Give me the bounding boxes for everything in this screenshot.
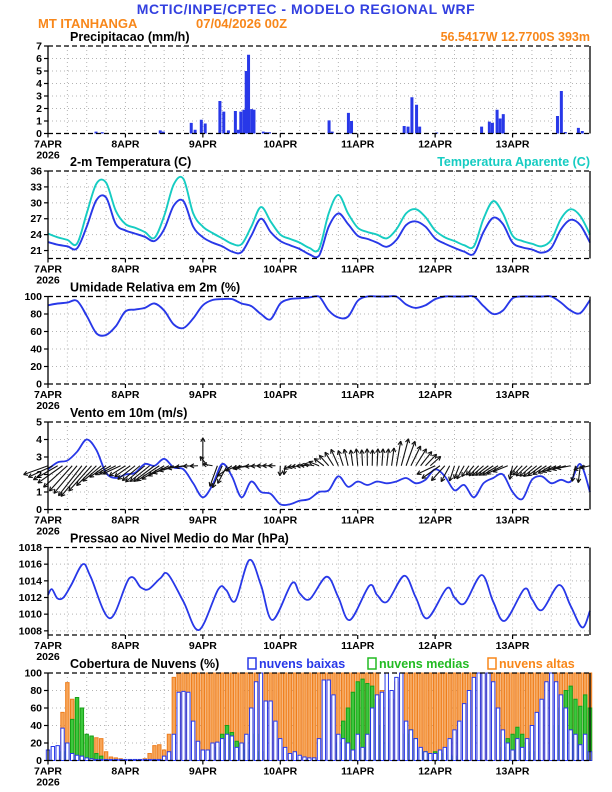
cloud-bar [221,739,224,761]
x-tick-label: 12APR [418,138,453,151]
x-year-label: 2026 [36,525,60,538]
x-tick-label: 10APR [263,263,298,276]
cloud-bar [85,758,88,761]
cloud-bar [433,754,436,761]
x-tick-label: 13APR [495,138,530,151]
cloud-bar [216,742,219,760]
precip-bar [328,120,331,133]
cloud-bar [579,745,582,761]
precip-bar [347,113,350,134]
cloud-bar [443,747,446,760]
cloud-bar [530,726,533,761]
cloud-bar [191,721,194,760]
cloud-bar [177,692,180,760]
cloud-bar [380,692,383,760]
cloud-bar [250,708,253,761]
y-tick-label: 80 [30,685,42,697]
cloud-bar [419,747,422,760]
x-tick-label: 11APR [341,765,375,778]
cloud-bar [90,736,93,761]
cloud-bar [298,673,301,761]
cloud-bar [158,745,161,761]
cloud-bar [293,673,296,761]
cloud-bar [61,728,64,760]
y-tick-label: 7 [36,40,42,53]
y-tick-label: 2 [36,103,42,115]
cloud-bar [187,692,190,760]
cloud-bar [80,756,83,760]
cloud-bar [167,752,170,761]
x-tick-label: 12APR [418,640,453,652]
y-tick-label: 1008 [18,625,42,638]
x-tick-label: 9APR [188,640,217,652]
x-tick-label: 8APR [111,640,140,652]
precip-bar [480,127,483,134]
y-tick-label: 0 [36,128,42,140]
y-tick-label: 20 [30,737,42,750]
cloud-bar [395,677,398,760]
model-run-datetime: 07/04/2026 00Z [196,16,288,31]
cloud-bar [51,747,54,761]
precip-bar [350,121,353,134]
cloud-bar [453,730,456,761]
x-tick-label: 12APR [418,514,453,527]
panel-humidity [24,281,590,413]
panel-title-right: 56.5417W 12.7700S 393m [440,30,590,44]
wind-arrow [406,441,415,465]
cloud-bar [322,680,325,761]
y-tick-label: 6 [36,53,42,65]
cloud-bar [511,750,514,761]
cloud-bar [264,701,267,761]
cloud-bar [341,739,344,761]
panel-title-right: Temperatura Aparente (C) [437,155,590,169]
x-tick-label: 10APR [263,138,298,151]
cloud-bar [346,743,349,761]
panel-title: Cobertura de Nuvens (%) [70,657,220,671]
cloud-bar [366,734,369,760]
cloud-bar [487,673,490,761]
precip-bar [239,112,242,134]
cloud-bar [375,695,378,761]
precip-bar [415,105,418,134]
cloud-bar [433,673,436,761]
x-tick-label: 9APR [188,765,217,778]
precip-bar [234,111,237,134]
x-year-label: 2026 [36,651,60,663]
panel-temperature [30,155,590,287]
y-tick-label: 2 [36,469,42,481]
y-tick-label: 27 [30,213,42,226]
cloud-bar [429,673,432,761]
x-tick-label: 11APR [341,263,375,276]
cloud-bar [75,755,78,760]
wind-arrow [421,452,432,466]
cloud-bar [521,747,524,760]
cloud-bar [201,750,204,761]
x-year-label: 2026 [36,149,60,162]
y-tick-label: 100 [24,291,42,303]
x-tick-label: 9APR [188,263,217,276]
precip-bar [407,127,410,134]
panel-title: Vento em 10m (m/s) [70,406,188,420]
cloud-bar [56,746,59,761]
y-tick-label: 60 [30,702,42,715]
y-tick-label: 3 [36,90,42,103]
y-tick-label: 4 [36,434,42,446]
cloud-bar [501,730,504,761]
cloud-bar [472,677,475,760]
cloud-bar [535,712,538,760]
x-tick-label: 7APR [33,263,63,276]
x-tick-label: 11APR [341,640,375,652]
y-tick-label: 4 [36,78,42,90]
precip-bar [247,55,250,134]
series-line [48,296,590,336]
cloud-bar [259,673,262,761]
x-tick-label: 13APR [495,765,530,778]
cloud-bar [327,680,330,761]
precip-bar [218,101,221,134]
cloud-bar [583,734,586,760]
cloud-bar [283,747,286,760]
x-tick-label: 12APR [418,263,453,276]
cloud-bar [196,741,199,760]
cloud-bar [308,673,311,761]
y-tick-label: 21 [30,245,42,258]
y-tick-label: 0 [36,504,42,516]
cloud-bar [569,730,572,761]
cloud-bar [574,734,577,760]
cloud-bar [390,691,393,761]
cloud-bar [312,673,315,761]
cloud-bar [288,754,291,761]
panel-wind [24,406,590,538]
precip-bar [502,114,505,133]
cloud-bar [496,708,499,761]
y-tick-label: 1 [36,486,42,499]
cloud-bar [206,750,209,761]
wind-speed-line [48,439,590,505]
precip-bar [488,122,491,134]
y-tick-label: 1016 [18,558,42,571]
cloud-bar [414,739,417,761]
cloud-bar [298,755,301,760]
cloud-bar [235,747,238,760]
panel-precipitation [34,30,590,162]
precip-bar [101,132,104,133]
x-tick-label: 11APR [341,138,375,151]
legend-swatch [368,658,376,669]
x-tick-label: 11APR [341,514,375,527]
cloud-bar [245,734,248,760]
y-tick-label: 1012 [18,592,42,604]
precip-bar [190,123,193,134]
y-tick-label: 24 [30,229,42,242]
cloud-bar [351,750,354,761]
cloud-bar [424,673,427,761]
cloud-bar [162,756,165,760]
x-tick-label: 13APR [495,640,530,652]
cloud-bar [400,673,403,761]
x-tick-label: 8APR [111,138,140,151]
x-tick-label: 13APR [495,263,530,276]
cloud-bar [332,695,335,761]
wind-arrow [319,455,328,465]
y-tick-label: 36 [30,165,42,178]
y-tick-label: 80 [30,308,42,321]
y-tick-label: 100 [24,667,42,680]
cloud-bar [564,708,567,761]
cloud-bar [153,746,156,761]
cloud-bar [429,754,432,761]
cloud-bar [182,691,185,760]
x-tick-label: 10APR [263,640,298,652]
x-tick-label: 10APR [263,514,298,527]
panel-title: Umidade Relativa em 2m (%) [70,280,241,295]
precip-bar [491,123,494,134]
y-tick-label: 40 [30,343,42,356]
x-year-label: 2026 [36,400,60,412]
x-tick-label: 12APR [418,765,453,778]
wind-arrow [362,450,363,466]
x-tick-label: 9APR [188,138,217,151]
x-tick-label: 7APR [33,138,63,151]
cloud-bar [424,752,427,761]
cloud-bar [240,743,243,761]
precip-bar [410,97,413,133]
y-tick-label: 20 [30,361,42,373]
cloud-bar [545,682,548,761]
cloud-bar [293,752,296,761]
cloud-bar [361,747,364,760]
y-tick-label: 40 [30,720,42,732]
panel-title: 2-m Temperatura (C) [70,155,192,169]
cloud-bar [303,673,306,761]
station-name: MT ITANHANGA [38,16,138,31]
y-tick-label: 5 [36,416,42,429]
cloud-bar [438,673,441,761]
x-tick-label: 7APR [33,765,63,778]
y-tick-label: 60 [30,326,42,338]
precip-bar [418,127,421,134]
precip-bar [581,131,584,134]
cloud-bar [540,699,543,760]
cloud-bar [385,673,388,761]
legend-label: nuvens baixas [259,657,346,671]
x-tick-label: 13APR [495,389,530,401]
y-tick-label: 1 [36,115,42,128]
precip-bar [560,91,563,134]
precip-bar [252,110,255,134]
cloud-bar [225,734,228,760]
precip-bar [499,119,502,134]
cloud-bar [317,739,320,761]
y-tick-label: 3 [36,451,42,464]
x-tick-label: 10APR [263,765,298,778]
x-tick-label: 8APR [111,765,140,778]
cloud-bar [201,673,204,761]
x-tick-label: 10APR [263,389,298,401]
panel-clouds [24,657,591,789]
x-tick-label: 7APR [33,640,63,652]
precip-bar [200,120,203,134]
cloud-bar [230,736,233,761]
cloud-bar [458,721,461,760]
x-tick-label: 7APR [33,514,63,527]
x-tick-label: 11APR [341,389,375,401]
panel-title: Pressao ao Nivel Medio do Mar (hPa) [70,531,289,546]
precip-bar [496,110,499,134]
cloud-bar [467,691,470,761]
series-line [48,177,590,252]
cloud-bar [85,734,88,760]
y-tick-label: 33 [30,181,42,194]
cloud-bar [409,730,412,761]
y-tick-label: 30 [30,197,42,210]
precip-bar [403,126,406,134]
precip-bar [556,116,559,134]
x-tick-label: 8APR [111,263,140,276]
wind-arrow [377,449,378,466]
cloud-bar [356,734,359,760]
y-tick-label: 1010 [18,608,42,621]
x-tick-label: 12APR [418,389,453,401]
cloud-bar [482,673,485,761]
legend-label: nuvens medias [379,657,470,671]
x-tick-label: 13APR [495,514,530,527]
cloud-bar [404,721,407,760]
cloud-bar [462,704,465,761]
cloud-bar [477,673,480,761]
y-tick-label: 0 [36,378,42,391]
legend-swatch [248,658,256,669]
cloud-bar [438,750,441,761]
y-tick-label: 1018 [18,542,42,554]
panel-title: Precipitacao (mm/h) [70,30,190,44]
cloud-bar [492,682,495,761]
legend-swatch [488,658,496,669]
x-year-label: 2026 [36,776,60,789]
y-tick-label: 5 [36,65,42,78]
x-year-label: 2026 [36,274,60,287]
cloud-bar [516,739,519,761]
cloud-bar [371,708,374,761]
cloud-bar [448,739,451,761]
y-tick-label: 1014 [18,575,42,588]
x-tick-label: 8APR [111,514,140,527]
cloud-bar [337,734,340,760]
cloud-bar [269,701,272,761]
x-tick-label: 9APR [188,389,217,401]
cloud-bar [550,673,553,761]
cloud-bar [172,734,175,760]
page-title: MCTIC/INPE/CPTEC - MODELO REGIONAL WRF [136,1,476,17]
cloud-bar [66,743,69,761]
cloud-bar [80,708,83,761]
cloud-bar [75,698,78,761]
cloud-bar [70,754,73,761]
cloud-bar [554,682,557,761]
precip-bar [222,112,225,134]
cloud-bar [506,743,509,761]
cloud-bar [211,743,214,761]
cloud-bar [274,721,277,760]
x-tick-label: 8APR [111,389,140,401]
wind-arrow [396,441,400,466]
cloud-bar [525,739,528,761]
cloud-bar [206,673,209,761]
precip-bar [577,128,580,134]
x-tick-label: 7APR [33,389,63,401]
panel-pressure [19,532,590,664]
y-tick-label: 0 [36,755,42,767]
legend-label: nuvens altas [499,657,575,671]
cloud-bar [279,739,282,761]
cloud-bar [254,682,257,761]
precip-bar [204,124,207,134]
x-tick-label: 9APR [188,514,217,527]
cloud-bar [559,695,562,761]
cloud-bar [288,673,291,761]
